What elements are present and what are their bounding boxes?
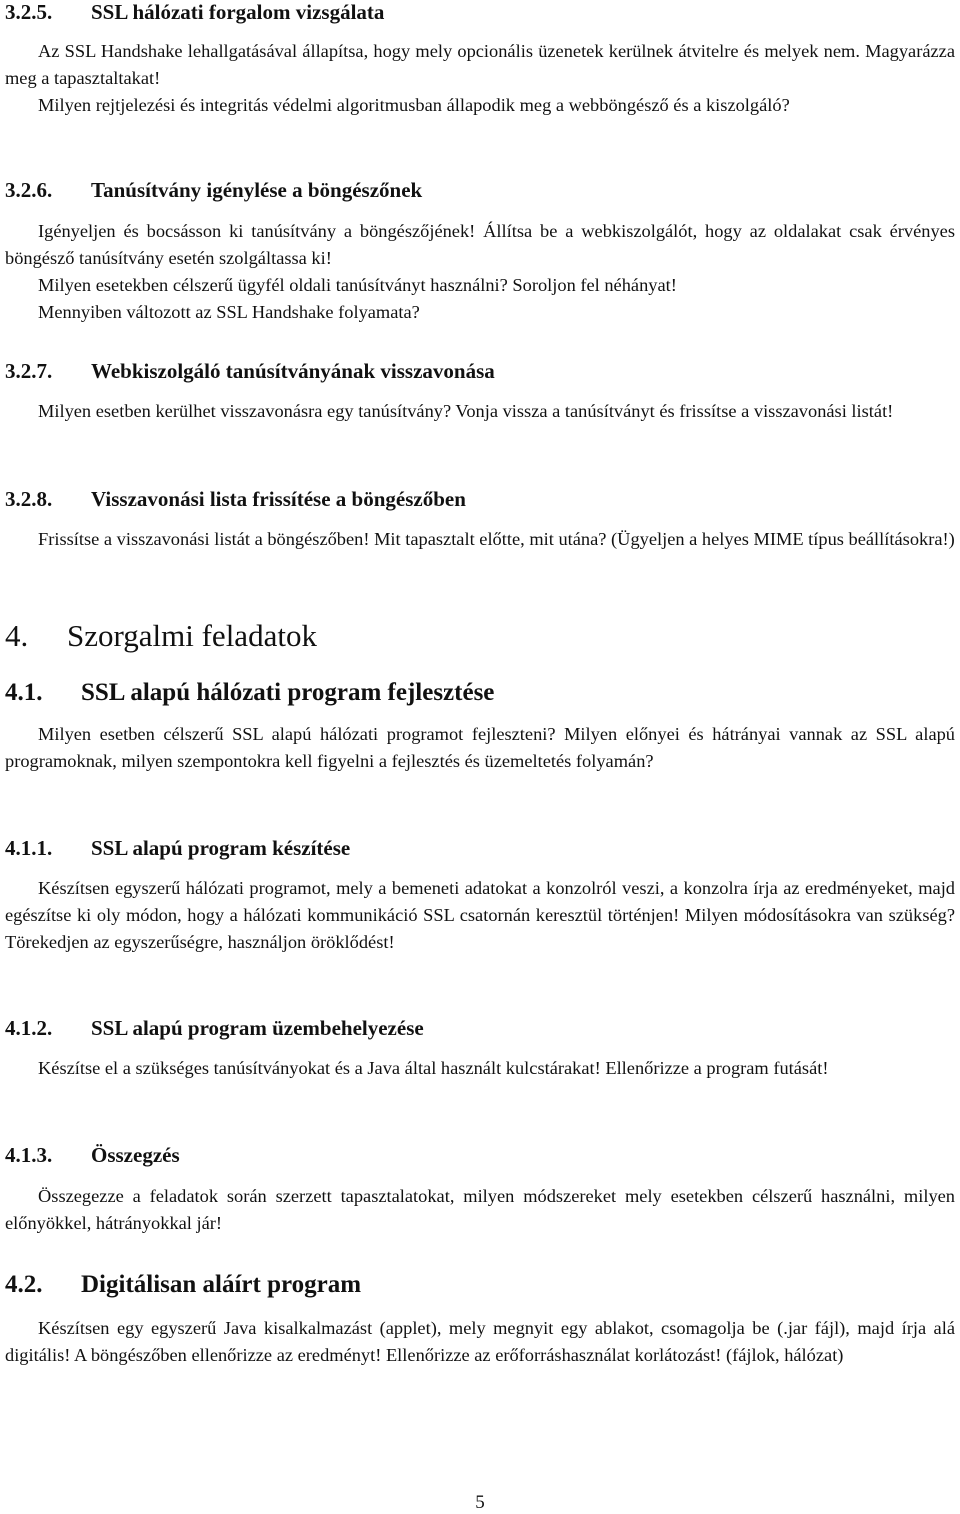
section-heading-4-1-1 xyxy=(5,838,955,859)
paragraph: Összegezze a feladatok során szerzett tapasztalatokat, milyen módszereket mely esetekben célszerű használni, milyen előnyökkel, hátrányokkal jár! xyxy=(5,1186,955,1233)
section-title: Digitálisan aláírt program xyxy=(81,1271,362,1298)
section-heading-4-1 xyxy=(5,680,955,705)
paragraph: Készítsen egy egyszerű Java kisalkalmazást (applet), mely megnyit egy ablakot, csomagolja be (.jar fájl), majd írja alá digitális! A böngészőben ellenőrizze az eredményt! Ellenőrizze az erőforráshasználat korlátozást! (fájlok, hálózat) xyxy=(5,1318,955,1365)
section-title: SSL alapú program üzembehelyezése xyxy=(91,1016,424,1040)
paragraph: Milyen rejtjelezési és integritás védelmi algoritmusban állapodik meg a webböngésző és a kiszolgáló? xyxy=(38,95,790,115)
section-title: SSL alapú program készítése xyxy=(91,836,351,860)
section-heading-3-2-7 xyxy=(5,361,955,382)
section-number: 3.2.6. xyxy=(5,178,53,202)
section-heading-4-1-3 xyxy=(5,1145,955,1166)
paragraph: Készítsen egyszerű hálózati programot, mely a bemeneti adatokat a konzolról veszi, a konzolra írja az eredményeket, majd egészítse ki oly módon, hogy a hálózati kommunikáció SSL csatornán keresztül történjen! Milyen módosításokra van szükség? Törekedjen az egyszerűségre, használjon öröklődést! xyxy=(5,878,955,952)
section-heading-3-2-8 xyxy=(5,489,955,510)
paragraph: Készítse el a szükséges tanúsítványokat és a Java által használt kulcstárakat! Ellenőrizze a program futását! xyxy=(38,1058,829,1078)
section-heading-4-2 xyxy=(5,1272,955,1297)
paragraph: Milyen esetben kerülhet visszavonásra egy tanúsítvány? Vonja vissza a tanúsítványt és frissítse a visszavonási listát! xyxy=(38,401,894,421)
paragraph: Milyen esetben célszerű SSL alapú hálózati programot fejleszteni? Milyen előnyei és hátrányai vannak az SSL alapú programoknak, milyen szempontokra kell figyelni a fejlesztés és üzemeltetés folyamán? xyxy=(5,724,955,771)
section-title: SSL hálózati forgalom vizsgálata xyxy=(91,0,385,24)
section-title: Webkiszolgáló tanúsítványának visszavonása xyxy=(91,359,495,383)
section-number: 4.2. xyxy=(5,1271,43,1298)
section-title: SSL alapú hálózati program fejlesztése xyxy=(81,679,495,706)
chapter-title: Szorgalmi feladatok xyxy=(67,618,317,653)
chapter-number: 4. xyxy=(5,618,29,653)
chapter-heading-4 xyxy=(5,620,955,651)
section-heading-3-2-6 xyxy=(5,180,955,201)
paragraph: Frissítse a visszavonási listát a böngészőben! Mit tapasztalt előtte, mit utána? (Ügyeljen a helyes MIME típus beállításokra!) xyxy=(38,529,955,549)
section-heading-4-1-2 xyxy=(5,1018,955,1039)
section-title: Visszavonási lista frissítése a böngészőben xyxy=(91,487,466,511)
section-number: 4.1.3. xyxy=(5,1143,53,1167)
paragraph: Az SSL Handshake lehallgatásával állapítsa, hogy mely opcionális üzenetek kerülnek átvitelre és melyek nem. Magyarázza meg a tapasztaltakat! xyxy=(5,41,955,88)
section-number: 3.2.8. xyxy=(5,487,53,511)
section-number: 4.1.1. xyxy=(5,836,53,860)
section-number: 4.1. xyxy=(5,679,43,706)
section-title: Összegzés xyxy=(91,1143,180,1167)
section-number: 3.2.5. xyxy=(5,0,53,24)
paragraph: Milyen esetekben célszerű ügyfél oldali tanúsítványt használni? Soroljon fel néhányat! xyxy=(38,275,677,295)
section-number: 3.2.7. xyxy=(5,359,53,383)
section-title: Tanúsítvány igénylése a böngészőnek xyxy=(91,178,423,202)
section-heading-3-2-5 xyxy=(5,2,955,23)
section-number: 4.1.2. xyxy=(5,1016,53,1040)
page-number: 5 xyxy=(475,1492,485,1513)
paragraph: Igényeljen és bocsásson ki tanúsítvány a böngészőjének! Állítsa be a webkiszolgálót, hogy az oldalakat csak érvényes böngésző tanúsítvány esetén szolgáltassa ki! xyxy=(5,221,955,268)
paragraph: Mennyiben változott az SSL Handshake folyamata? xyxy=(38,302,420,322)
